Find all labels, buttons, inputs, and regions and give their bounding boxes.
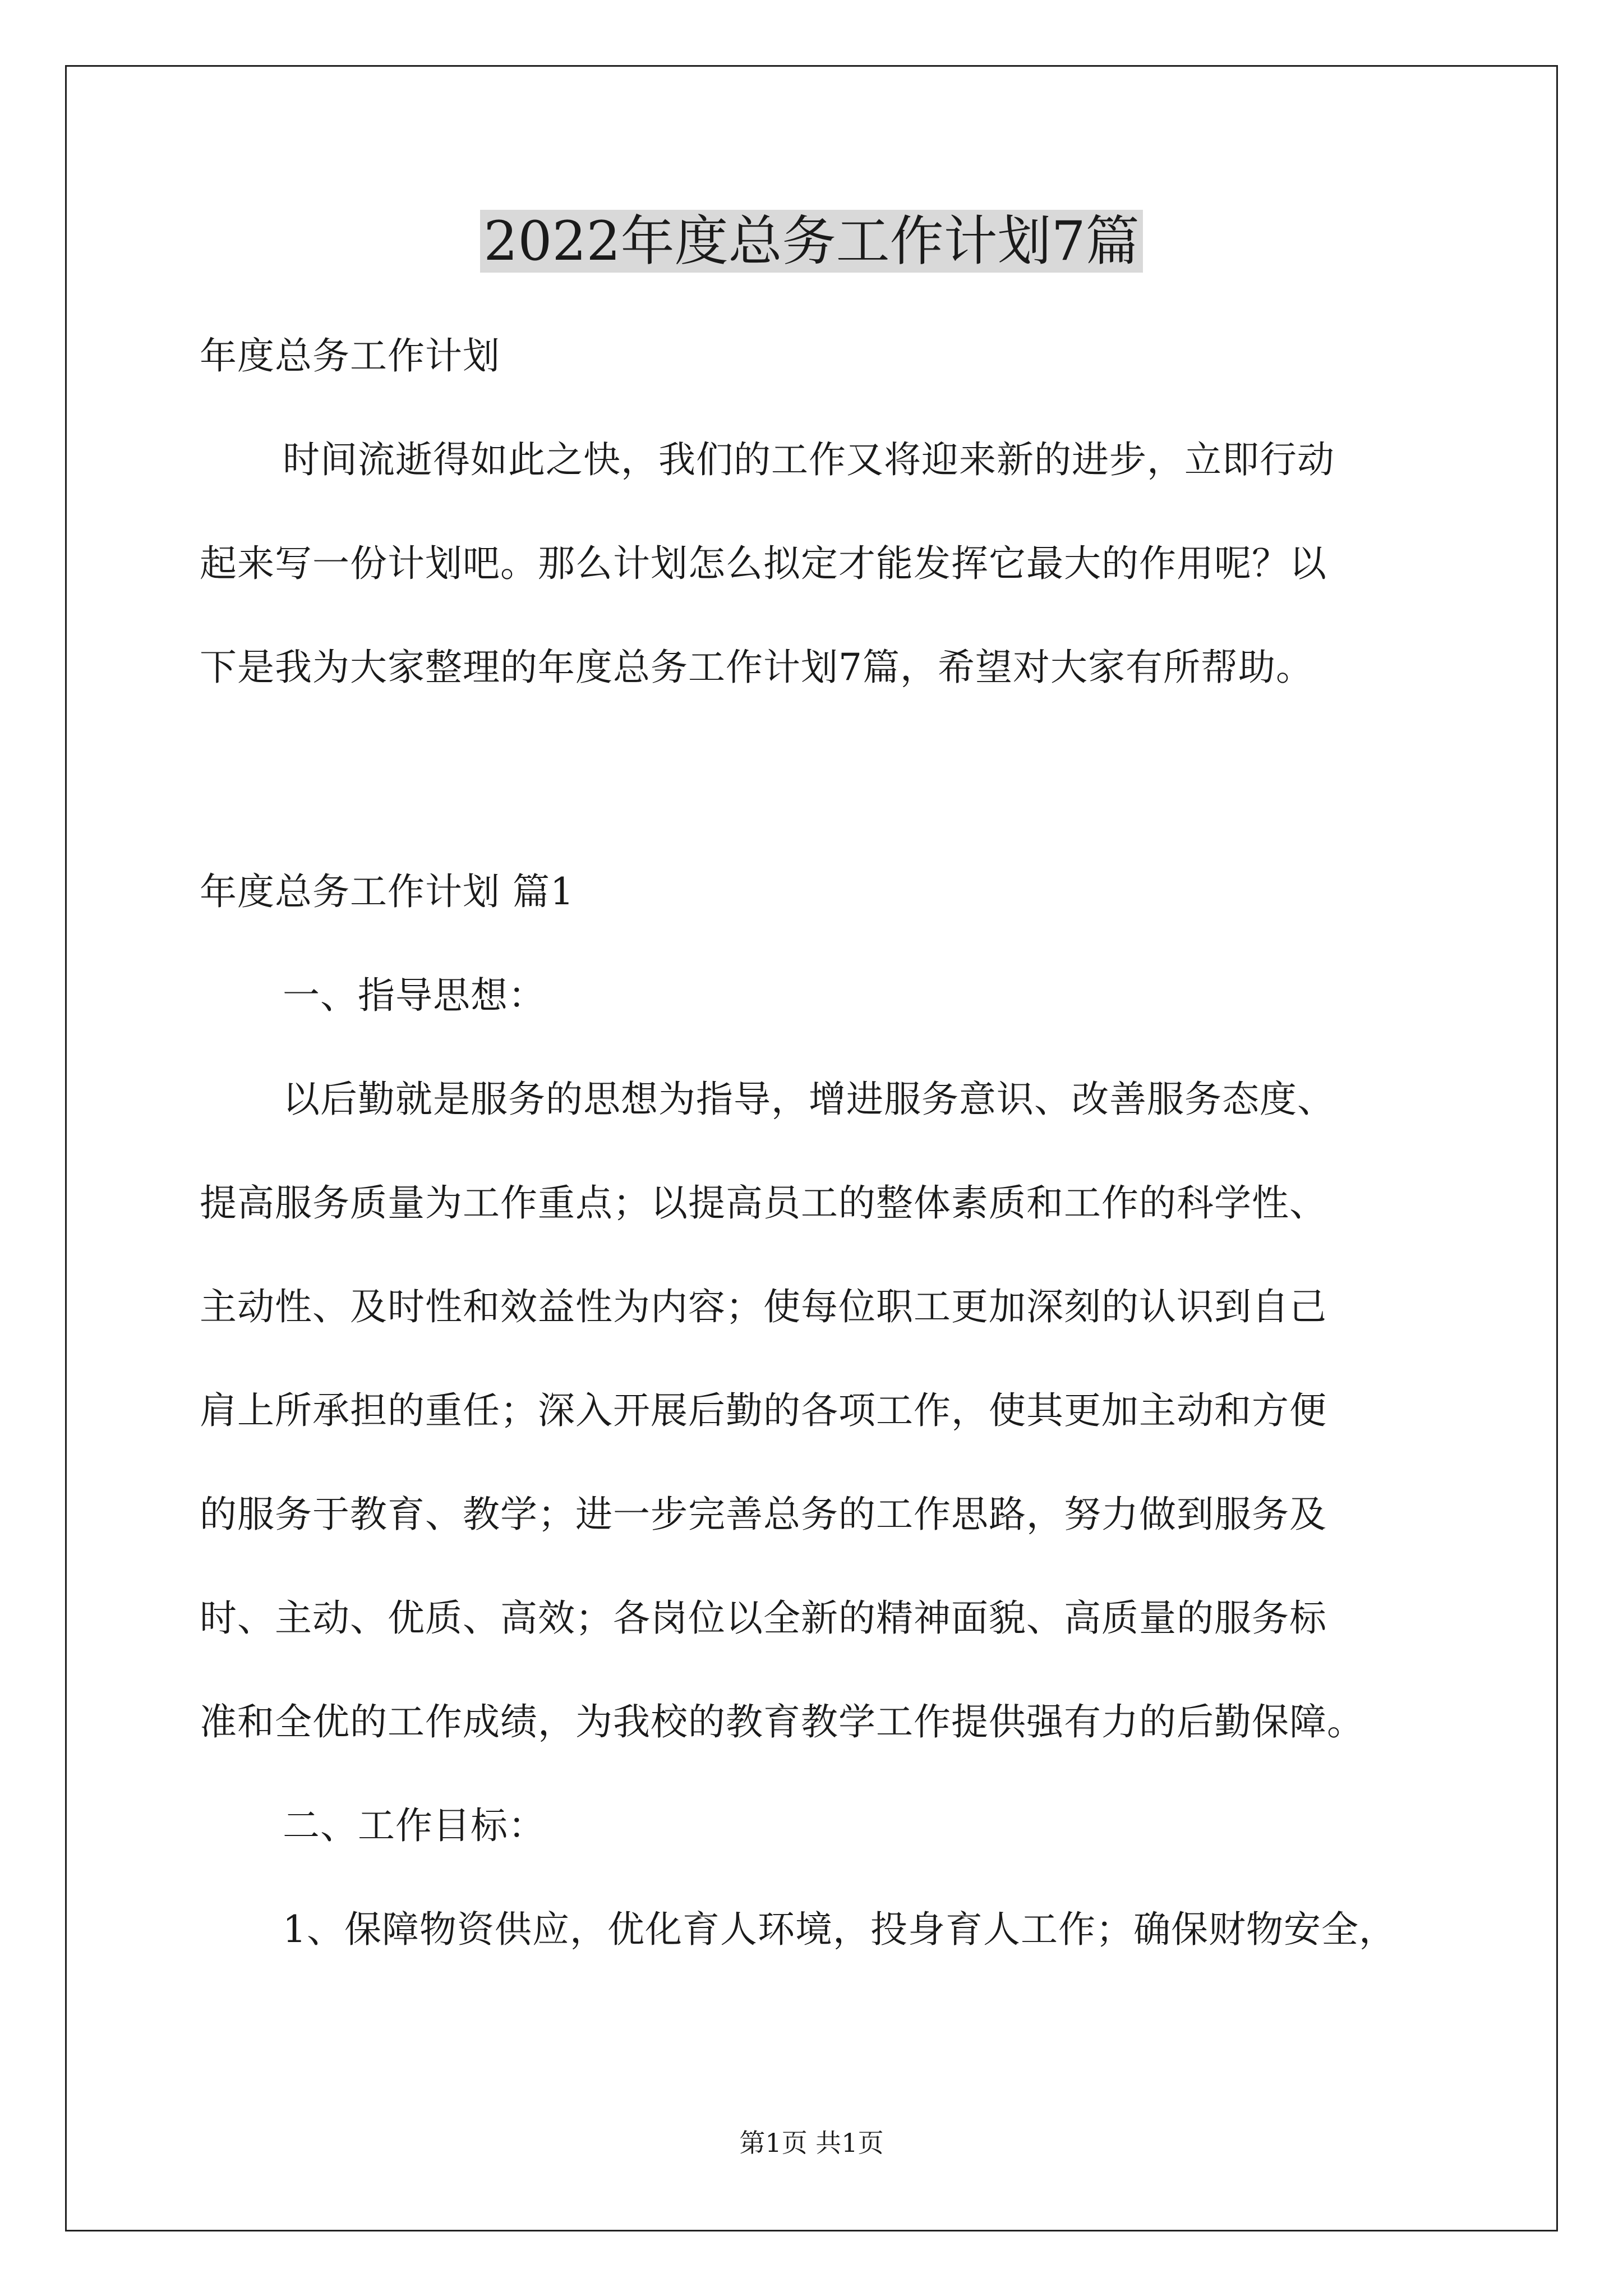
- paragraph-line: 提高服务质量为工作重点；以提高员工的整体素质和工作的科学性、: [200, 1181, 1327, 1225]
- paragraph-line: 肩上所承担的重任；深入开展后勤的各项工作，使其更加主动和方便: [200, 1389, 1327, 1432]
- paragraph-line: 时间流逝得如此之快，我们的工作又将迎来新的进步，立即行动: [283, 438, 1335, 481]
- section-heading: 年度总务工作计划 篇1: [200, 870, 574, 913]
- paragraph-line: 1、保障物资供应，优化育人环境，投身育人工作；确保财物安全，: [283, 1908, 1396, 1951]
- paragraph-line: 以后勤就是服务的思想为指导，增进服务意识、改善服务态度、: [283, 1078, 1335, 1121]
- paragraph-line: 的服务于教育、教学；进一步完善总务的工作思路，努力做到服务及: [200, 1493, 1327, 1536]
- paragraph-line: 时、主动、优质、高效；各岗位以全新的精神面貌、高质量的服务标: [200, 1596, 1327, 1640]
- subheading: 二、工作目标：: [283, 1804, 546, 1847]
- page-number: 第1页 共1页: [739, 2128, 884, 2158]
- paragraph-line: 主动性、及时性和效益性为内容；使每位职工更加深刻的认识到自己: [200, 1285, 1327, 1328]
- paragraph-line: 起来写一份计划吧。那么计划怎么拟定才能发挥它最大的作用呢？以: [200, 542, 1327, 585]
- paragraph-line: 准和全优的工作成绩，为我校的教育教学工作提供强有力的后勤保障。: [200, 1700, 1364, 1743]
- document-title: [0, 205, 1623, 278]
- paragraph-line: 下是我为大家整理的年度总务工作计划7篇，希望对大家有所帮助。: [200, 646, 1313, 689]
- document-title-text: 2022年度总务工作计划7篇: [480, 210, 1142, 273]
- section-heading: 年度总务工作计划: [200, 334, 500, 378]
- subheading: 一、指导思想：: [283, 974, 546, 1017]
